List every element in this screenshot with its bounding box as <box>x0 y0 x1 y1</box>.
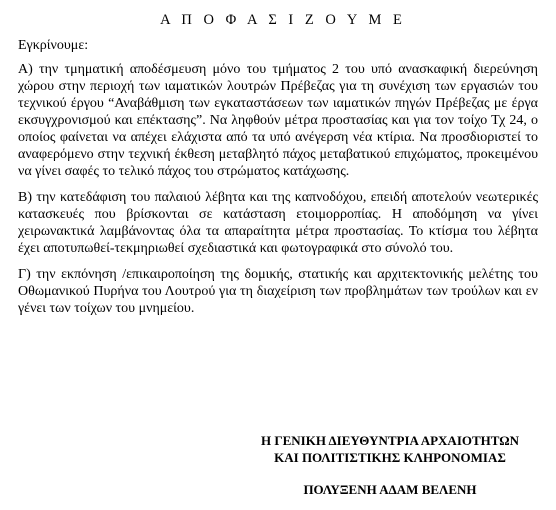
paragraph-b: Β) την κατεδάφιση του παλαιού λέβητα και της καπνοδόχου, επειδή αποτελούν νεωτερικές κατασκευές που βρίσκονται σε κατάσταση ετοιμορροπίας. Η αποδόμηση να γίνει χειρωνακτικά λαμβάνοντας όλα τα απαραίτητα μέτρα προστασίας. Το κτίσμα του λέβητα έχει αποτυπωθεί-τεκμηριωθεί σχεδιαστικά και φωτογραφικά στο σύνολό του. <box>18 190 538 256</box>
signatory-name: ΠΟΛΥΞΕΝΗ ΑΔΑΜ ΒΕΛΕΝΗ <box>303 482 477 497</box>
intro-line: Εγκρίνουμε: <box>18 38 89 53</box>
paragraph-c: Γ) την εκπόνηση /επικαιροποίηση της δομικής, στατικής και αρχιτεκτονικής μελέτης του Οθωμανικού Πυρήνα του Λουτρού για τη διαχείριση των προβλημάτων των τρούλων και εν γένει των τοίχων του μνημείου. <box>18 267 538 316</box>
signature-title-line-2: ΚΑΙ ΠΟΛΙΤΙΣΤΙΚΗΣ ΚΛΗΡΟΝΟΜΙΑΣ <box>274 450 506 465</box>
decision-heading: Α Π Ο Φ Α Σ Ι Ζ Ο Υ Μ Ε <box>160 12 406 28</box>
document-body <box>18 6 538 326</box>
paragraph-a: Α) την τμηματική αποδέσμευση μόνο του τμήματος 2 του υπό ανασκαφική διερεύνηση χώρου στην περιοχή των ιαματικών λουτρών Πρέβεζας για τη συνέχιση των εργασιών του τεχνικού έργου “Αναβάθμιση των εγκαταστάσεων των ιαματικών πηγών Πρέβεζας με έργα εκσυγχρονισμού και επέκτασης”. Να ληφθούν μέτρα προστασίας και για τον τοίχο Τχ 24, ο οποίος φαίνεται να απέχει ελάχιστα από τα υπό ανέγερση νέα κτίρια. Να προσδιοριστεί το αναφερόμενο στην τεχνική έκθεση μεταβλητό πάχος μεταβατικού επιχώματος, προκειμένου να γίνει σαφές το τελικό πάχος του στρώματος κατάχωσης. <box>18 62 538 179</box>
signature-title <box>225 432 555 466</box>
signature-title-line-1: Η ΓΕΝΙΚΗ ΔΙΕΥΘΥΝΤΡΙΑ ΑΡΧΑΙΟΤΗΤΩΝ <box>260 433 520 448</box>
